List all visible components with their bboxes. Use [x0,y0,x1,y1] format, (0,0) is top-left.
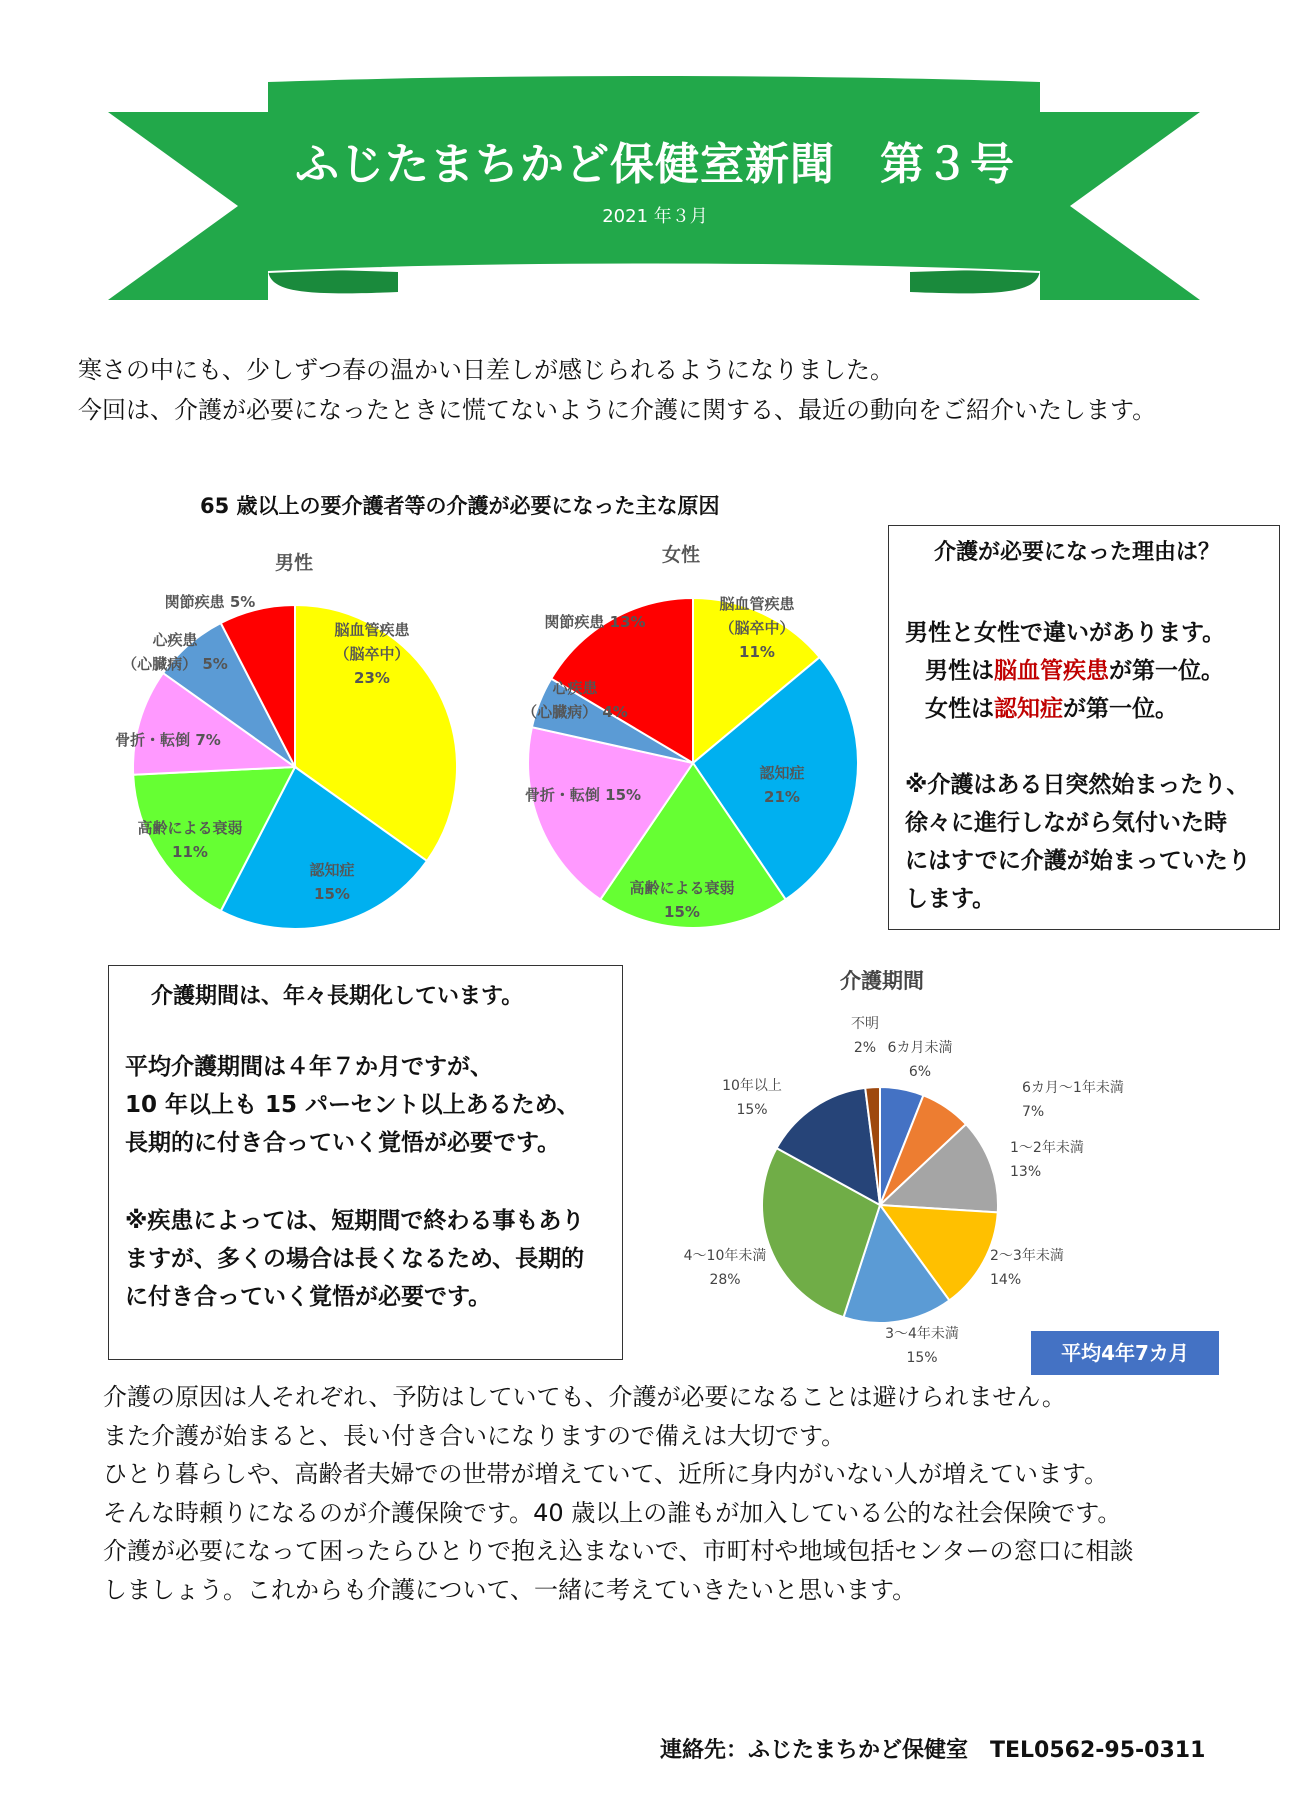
slice-label-4 [885,1325,959,1366]
intro-paragraph [78,350,1258,430]
period-body-line: 平均介護期間は４年７か月ですが、 [125,1054,493,1080]
period-box [108,965,623,1360]
slice-label-1 [1022,1079,1124,1120]
slice-label-3 [990,1247,1064,1288]
slice-label-line: 10年以上 [722,1078,782,1094]
reason-line-2-highlight: 脳血管疾患 [994,658,1109,684]
outro-line: ひとり暮らしや、高齢者夫婦での世帯が増えていて、近所に身内がいない人が増えています。 [103,1460,1109,1488]
slice-label-3 [115,731,221,749]
outro-line: 介護が必要になって困ったらひとりで抱え込まないで、市町村や地域包括センターの窓口に相談 [103,1537,1134,1565]
slice-label-line: 骨折・転倒 15% [524,786,642,804]
average-period-badge: 平均4年7カ月 [1031,1331,1219,1375]
reason-line-2 [925,652,1224,690]
slice-label-line: 骨折・転倒 7% [115,731,221,749]
slice-label-5 [165,593,256,611]
ribbon-left-tail [108,112,268,300]
slice-label-line: 13% [1010,1164,1042,1180]
reason-note-line: します。 [905,886,996,912]
slice-label-line: 心疾患 [552,679,598,697]
reason-note-line: ※介護はある日突然始まったり、 [905,772,1250,798]
slice-label-0 [888,1039,953,1080]
slice-label-7 [851,1016,879,1056]
slice-label-3 [525,786,641,804]
slice-label-line: （脳卒中） [719,619,795,637]
period-body [125,1048,580,1162]
slice-label-line: 15% [314,885,350,903]
page-title: ふじたまちかど保健室新聞 第３号 [295,139,1015,190]
reason-line-1: 男性と女性で違いがあります。 [905,620,1226,646]
period-heading: 介護期間は、年々長期化しています。 [151,984,524,1009]
slice-label-line: 6カ月～1年未満 [1022,1080,1124,1096]
slice-label-6 [722,1077,782,1118]
female-causes-pie-chart [490,580,880,940]
period-body-line: 長期的に付き合っていく覚悟が必要です。 [125,1130,561,1156]
male-label: 男性 [275,552,314,574]
outro-line: そんな時頼りになるのが介護保険です。40 歳以上の誰もが加入している公的な社会保険です。 [103,1498,1122,1527]
slice-label-line: 23% [354,669,390,687]
slice-label-5 [544,613,645,631]
slice-label-line: （脳卒中） [334,645,410,663]
care-period-pie-chart [660,1000,1124,1380]
contact-info: 連絡先：ふじたまちかど保健室 TEL0562-95-0311 [660,1738,1206,1763]
outro-line: また介護が始まると、長い付き合いになりますので備えは大切です。 [103,1421,846,1450]
slice-label-line: 認知症 [759,764,805,782]
slice-label-line: 1～2年未満 [1010,1140,1084,1156]
outro-line: しましょう。これからも介護について、一緒に考えていきたいと思います。 [103,1575,917,1604]
slice-label-line: （心臓病） 4% [522,703,628,721]
ribbon-right-tail [1040,112,1200,300]
reason-note-line: にはすでに介護が始まっていたり [905,848,1251,874]
slice-label-line: 15% [736,1102,768,1118]
slice-label-line: 21% [764,788,800,806]
slice-label-line: 認知症 [309,861,355,879]
slice-label-line: 15% [906,1350,938,1366]
period-note-line: に付き合っていく覚悟が必要です。 [125,1284,492,1310]
slice-label-line: （心臓病） 5% [122,655,228,673]
slice-label-line: 7% [1022,1104,1045,1120]
male-causes-pie-chart [100,585,480,935]
slice-label-line: 11% [739,643,775,661]
slice-label-line: 4～10年未満 [683,1248,767,1264]
outro-line: 介護の原因は人それぞれ、予防はしていても、介護が必要になることは避けられません。 [103,1383,1066,1411]
slice-label-line: 2～3年未満 [990,1248,1064,1264]
reason-heading: 介護が必要になった理由は？ [934,540,1221,565]
reason-line-2-pre: 男性は [925,658,994,684]
reason-note-line: 徐々に進行しながら気付いた時 [905,810,1227,836]
period-note-line: ※疾患によっては、短期間で終わる事もあり [125,1208,585,1234]
slice-label-line: 脳血管疾患 [334,621,410,639]
intro-line: 寒さの中にも、少しずつ春の温かい日差しが感じられるようになりました。 [78,356,894,384]
slice-label-line: 11% [172,843,208,861]
slice-label-5 [684,1247,767,1288]
reason-line-2-post: が第一位。 [1109,658,1224,684]
female-label: 女性 [662,544,701,566]
causes-chart-title: 65 歳以上の要介護者等の介護が必要になった主な原因 [200,494,720,518]
slice-label-2 [1010,1139,1084,1180]
slice-label-line: 高齢による衰弱 [629,879,735,897]
slice-label-line: 14% [990,1272,1022,1288]
period-note [125,1202,584,1316]
slice-label-line: 心疾患 [152,631,198,649]
slice-label-line: 3～4年未満 [885,1326,959,1342]
period-chart-title: 介護期間 [840,969,924,993]
reason-line-3-pre: 女性は [925,696,994,722]
reason-note [905,766,1251,918]
slice-label-line: 関節疾患 13% [544,613,646,631]
period-body-line: 10 年以上も 15 パーセント以上あるため、 [125,1092,580,1118]
outro-paragraph [103,1378,1283,1609]
reason-box [888,525,1280,930]
slice-label-line: 不明 [851,1016,879,1032]
reason-line-3-highlight: 認知症 [994,696,1063,722]
slice-label-line: 6カ月未満 [887,1040,953,1056]
slice-label-line: 6% [908,1064,932,1080]
slice-label-line: 15% [664,903,700,921]
slice-label-line: 高齢による衰弱 [137,819,243,837]
reason-line-3 [925,690,1178,728]
period-note-line: ますが、多くの場合は長くなるため、長期的 [125,1246,585,1272]
slice-label-line: 28% [709,1272,741,1288]
slice-label-line: 関節疾患 5% [164,593,256,611]
intro-line: 今回は、介護が必要になったときに慌てないように介護に関する、最近の動向をご紹介いたします。 [78,396,1157,424]
reason-line-3-post: が第一位。 [1063,696,1178,722]
slice-label-line: 脳血管疾患 [719,595,795,613]
issue-date: 2021 年３月 [602,206,708,227]
slice-label-line: 2% [853,1040,877,1056]
